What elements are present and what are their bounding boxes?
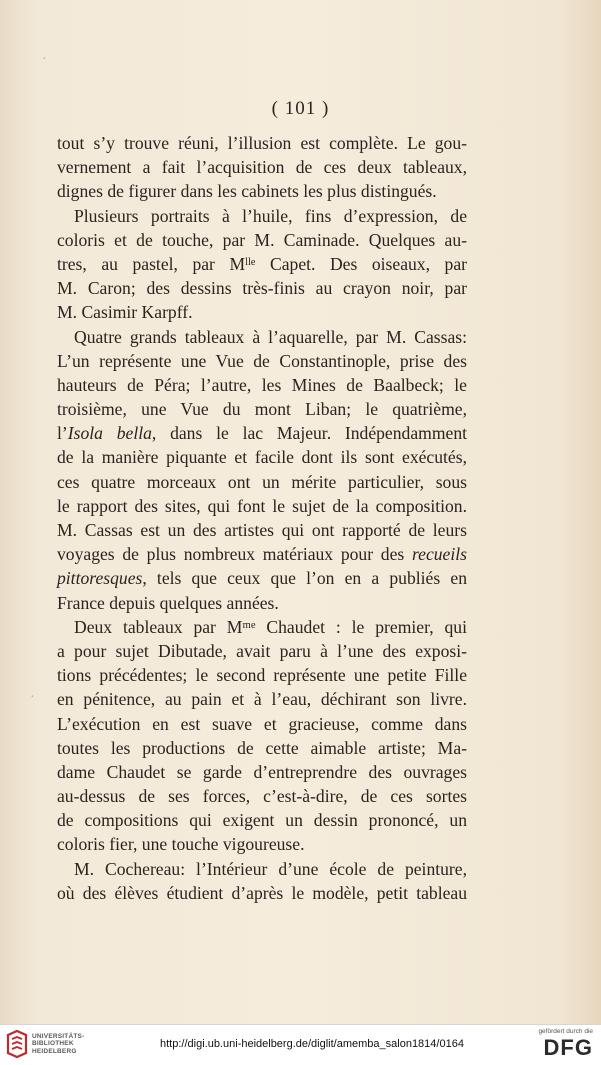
text-line: l’Isola bella, dans le lac Majeur. Indépendamment	[57, 423, 468, 444]
scan-speck: ·	[42, 52, 47, 67]
text-line: le rapport des sites, qui font le sujet de la composition.	[57, 495, 467, 516]
text-line: France depuis quelques années.	[57, 592, 279, 613]
dfg-logo-icon: DFG	[543, 1035, 593, 1060]
text-line: en pénitence, au pain et à l’eau, déchirant son livre.	[57, 689, 467, 710]
body-text	[57, 131, 467, 905]
text-line: M. Caron; des dessins très-finis au crayon noir, par	[57, 278, 467, 299]
italic-title: pittoresques	[57, 568, 143, 589]
text-line: tions précédentes; le second représente une petite Fille	[57, 665, 467, 686]
italic-title: recueils	[411, 544, 467, 565]
university-library-icon	[6, 1029, 28, 1059]
library-logo[interactable]	[6, 1029, 84, 1059]
library-name-line: UNIVERSITÄTS-	[32, 1032, 85, 1040]
text-line: au-dessus de ses forces, c’est-à-dire, de ces sortes	[57, 786, 467, 807]
text-line: tout s’y trouve réuni, l’illusion est complète. Le gou-	[57, 133, 467, 153]
text-line: hauteurs de Péra; l’autre, les Mines de Baalbeck; le	[57, 374, 467, 395]
permalink-url[interactable]: http://digi.ub.uni-heidelberg.de/diglit/amemba_salon1814/0164	[160, 1038, 464, 1050]
text-line: Plusieurs portraits à l’huile, fins d’expression, de	[74, 205, 467, 226]
library-name-line: BIBLIOTHEK	[32, 1040, 74, 1048]
scan-speck: ·	[30, 690, 35, 705]
text-line: M. Cochereau: l’Intérieur d’une école de peinture,	[74, 858, 467, 879]
text-line: M. Cassas est un des artistes qui ont rapporté de leurs	[57, 520, 467, 540]
text-line: Quatre grands tableaux à l’aquarelle, par M. Cassas:	[74, 326, 467, 347]
text-line: L’exécution en est suave et gracieuse, comme dans	[57, 713, 467, 734]
funder-label: gefördert durch die	[538, 1028, 593, 1035]
italic-title: Isola bella	[67, 423, 152, 444]
text-line: L’un représente une Vue de Constantinople, prise des	[57, 350, 467, 371]
text-line: ces quatre morceaux ont un mérite particulier, sous	[57, 471, 467, 492]
text-line: a pour sujet Dibutade, avait paru à l’une des exposi-	[57, 640, 467, 661]
text-line: Deux tableaux par Mᵐᵉ Chaudet : le premier, qui	[74, 616, 467, 637]
text-line: dignes de figurer dans les cabinets les plus distingués.	[57, 181, 437, 202]
viewer-footer	[0, 1024, 601, 1065]
text-line: coloris et de touche, par M. Caminade. Quelques au-	[57, 229, 467, 250]
text-line: de compositions qui exigent un dessin prononcé, un	[57, 810, 467, 831]
text-line: voyages de plus nombreux matériaux pour des recueils	[57, 544, 467, 565]
text-line: où des élèves étudient d’après le modèle, petit tableau	[57, 882, 467, 903]
text-line: toutes les productions de cette aimable artiste; Ma-	[57, 737, 467, 758]
text-line: pittoresques, tels que ceux que l’on en a publiés en	[57, 568, 467, 589]
text-line: dame Chaudet se garde d’entreprendre des ouvrages	[57, 761, 467, 782]
funder-logo[interactable]	[538, 1028, 593, 1060]
text-line: de la manière piquante et facile dont ils sont exécutés,	[57, 447, 467, 468]
library-name-line: HEIDELBERG	[32, 1047, 77, 1055]
text-line: M. Casimir Karpff.	[57, 302, 193, 323]
text-line: troisième, une Vue du mont Liban; le quatrième,	[57, 399, 467, 420]
text-line: tres, au pastel, par Mˡˡᵉ Capet. Des oiseaux, par	[57, 253, 467, 274]
text-line: coloris fier, une touche vigoureuse.	[57, 834, 305, 855]
page-number: ( 101 )	[271, 98, 330, 119]
text-line: vernement a fait l’acquisition de ces deux tableaux,	[57, 157, 467, 178]
